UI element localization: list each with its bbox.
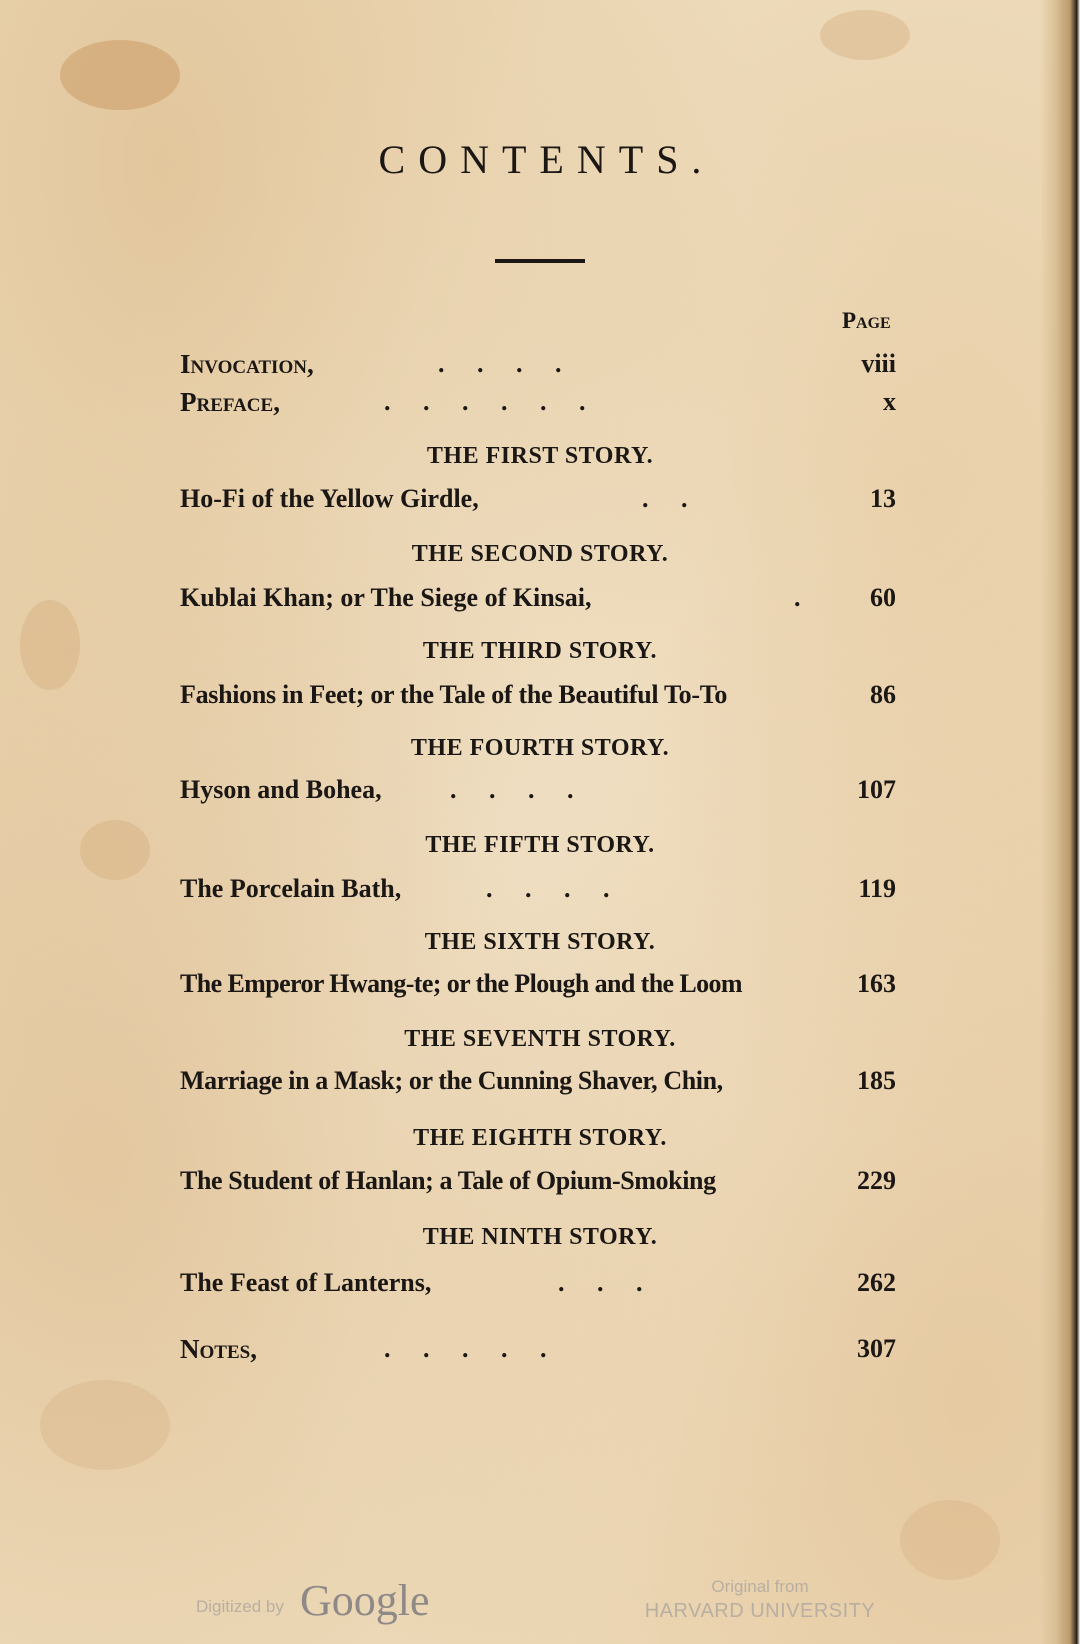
entry-leader: . . . . — [486, 874, 610, 903]
entry-page: 262 — [857, 1268, 896, 1297]
toc-entry-invocation — [180, 344, 896, 384]
entry-page: 185 — [857, 1066, 896, 1095]
paper-stain — [40, 1380, 170, 1470]
page-column-header: Page — [842, 308, 891, 333]
paper-stain — [820, 10, 910, 60]
original-from-label: Original from — [711, 1577, 809, 1596]
toc-entry-story-7 — [180, 1061, 896, 1101]
institution-label: HARVARD UNIVERSITY — [644, 1600, 876, 1622]
story-heading: THE SEVENTH STORY. — [404, 1026, 676, 1052]
toc-entry-story-6 — [180, 964, 896, 1004]
entry-page: 119 — [858, 874, 896, 903]
toc-entry-story-8 — [180, 1161, 896, 1201]
entry-page: 13 — [870, 484, 896, 513]
paper-stain — [60, 40, 180, 110]
story-heading: THE FIFTH STORY. — [425, 832, 655, 858]
digitized-by-label: Digitized by — [196, 1597, 284, 1616]
story-heading: THE EIGHTH STORY. — [413, 1125, 667, 1151]
title-rule — [495, 259, 585, 263]
entry-label: Marriage in a Mask; or the Cunning Shaver, Chin, — [180, 1066, 723, 1095]
entry-leader: . . . . — [450, 775, 574, 804]
story-heading: THE SECOND STORY. — [411, 541, 669, 567]
entry-page: viii — [861, 349, 896, 378]
entry-label: Invocation, — [180, 349, 314, 379]
story-heading: THE FIRST STORY. — [426, 443, 654, 469]
story-heading: THE FOURTH STORY. — [410, 735, 670, 761]
entry-label: Kublai Khan; or The Siege of Kinsai, — [180, 583, 592, 612]
entry-label: Hyson and Bohea, — [180, 775, 382, 804]
entry-label: The Feast of Lanterns, — [180, 1268, 432, 1297]
page-title: CONTENTS. — [378, 137, 715, 182]
google-logo: Google — [300, 1576, 430, 1625]
entry-leader: . . . . . . — [384, 387, 586, 416]
entry-leader: . — [794, 583, 801, 612]
toc-entry-preface — [180, 382, 896, 422]
book-spine-edge — [1040, 0, 1080, 1644]
toc-entry-story-3 — [180, 675, 896, 715]
story-heading: THE NINTH STORY. — [422, 1224, 658, 1250]
entry-page: 107 — [857, 775, 896, 804]
entry-leader: . . . . . — [384, 1334, 547, 1363]
story-heading: THE THIRD STORY. — [422, 638, 658, 664]
entry-page: 307 — [857, 1334, 896, 1363]
toc-entry-story-1 — [180, 479, 896, 519]
entry-page: 60 — [870, 583, 896, 612]
toc-entry-story-2 — [180, 578, 896, 618]
entry-label: Notes, — [180, 1334, 257, 1364]
entry-page: 163 — [857, 969, 896, 998]
entry-page: 229 — [857, 1166, 896, 1195]
paper-stain — [900, 1500, 1000, 1580]
entry-label: Ho-Fi of the Yellow Girdle, — [180, 484, 479, 513]
entry-page: 86 — [870, 680, 896, 709]
toc-entry-story-9 — [180, 1263, 896, 1303]
entry-page: x — [883, 387, 896, 416]
source-watermark — [640, 1576, 880, 1624]
entry-leader: . . — [642, 484, 688, 513]
entry-label: Preface, — [180, 387, 280, 417]
entry-leader: . . . — [558, 1268, 643, 1297]
entry-label: The Student of Hanlan; a Tale of Opium-Smoking — [180, 1166, 716, 1195]
entry-label: The Emperor Hwang-te; or the Plough and the Loom — [180, 969, 742, 998]
toc-entry-story-4 — [180, 770, 896, 810]
toc-entry-story-5 — [180, 869, 896, 909]
entry-leader: . . . . — [438, 349, 562, 378]
story-heading: THE SIXTH STORY. — [424, 929, 656, 955]
toc-entry-notes — [180, 1329, 896, 1369]
entry-label: The Porcelain Bath, — [180, 874, 402, 903]
entry-label: Fashions in Feet; or the Tale of the Beautiful To-To — [180, 680, 728, 709]
